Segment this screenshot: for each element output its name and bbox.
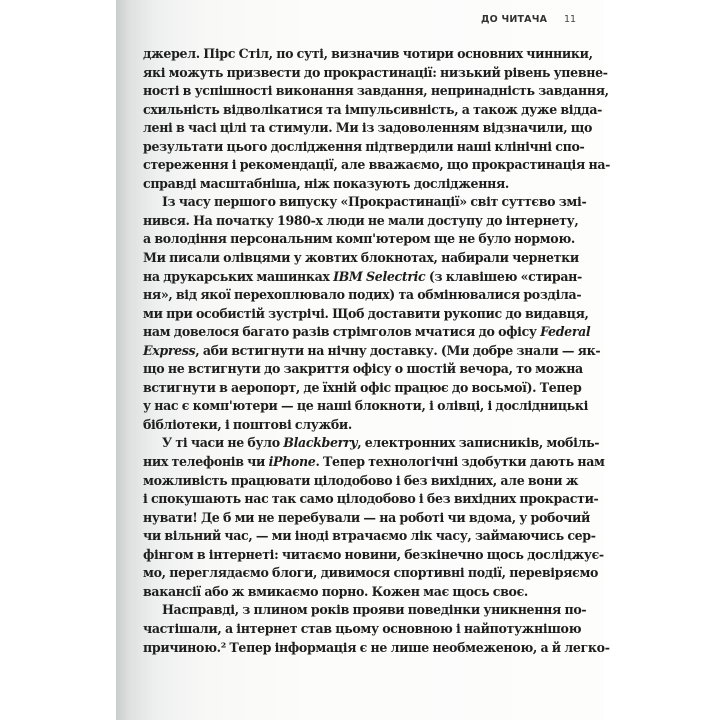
text-line: і спокушають нас так само цілодобово і без вихідних прокрасти- (143, 491, 599, 507)
text-line: фінгом в інтернеті: читаємо новини, безкінечно щось досліджує- (143, 546, 604, 562)
text-line: на друкарських машинках IBM Selectric (з клавішею «стиран- (143, 268, 582, 284)
text-line: У ті часи не було Blackberry, електронних записників, мобіль- (162, 435, 600, 451)
text-line: них телефонів чи iPhone. Тепер технологічні здобутки дають нам (143, 454, 605, 470)
body-text (143, 45, 611, 657)
running-head: ДО ЧИТАЧА (481, 14, 548, 25)
text-line: бібліотеки, і поштові служби. (143, 416, 352, 432)
text-line: причиною.² Тепер інформація є не лише необмеженою, а й легко- (143, 639, 610, 655)
text-line: результати цього дослідження підтвердили наші клінічні спо- (143, 138, 585, 154)
text-line: справді масштабніша, ніж показують дослідження. (143, 175, 509, 191)
text-line: мо, переглядаємо блоги, дивимося спортивні події, перевіряємо (143, 565, 599, 581)
text-line: ності в успішності виконання завдання, непринадність завдання, (143, 83, 609, 99)
text-line: джерел. Пірс Стіл, по суті, визначив чотири основних чинники, (143, 46, 593, 61)
paragraph-4 (143, 601, 610, 657)
text-line: нам довелося багато разів стрімголов мчатися до офісу Federal (143, 324, 591, 340)
text-line: встигнути в аеропорт, де їхній офіс працює до восьмої). Тепер (143, 379, 582, 395)
text-line: у нас є комп'ютери — це наші блокноти, і олівці, і дослідницькі (143, 398, 589, 414)
text-line: ми при особистій зустрічі. Щоб доставити рукопис до видавця, (143, 305, 589, 321)
text-line: які можуть призвести до прокрастинації: низький рівень упевне- (143, 64, 608, 80)
text-line: Насправді, з плином років прояви поведінки уникнення по- (162, 602, 587, 618)
text-line: Ми писали олівцями у жовтих блокнотах, набирали чернетки (143, 250, 579, 266)
text-line: вакансії або ж вмикаємо порно. Кожен має щось своє. (143, 583, 528, 599)
text-line: Express, аби встигнути на нічну доставку. (Ми добре знали — як- (143, 342, 601, 358)
page-number: 11 (564, 14, 577, 25)
text-line: нувати! Де б ми не перебували — на роботі чи вдома, у робочий (143, 509, 591, 525)
book-page (116, 0, 611, 720)
text-line: чи вільний час, — ми іноді втрачаємо лік часу, займаючись сер- (143, 528, 596, 544)
text-line: ня», від якої перехоплювало подих) та обмінювалися розділа- (143, 287, 582, 303)
paragraph-2 (143, 193, 601, 434)
text-line: Із часу першого випуску «Прокрастинації» світ суттєво змі- (162, 194, 587, 210)
text-line: а володіння персональним комп'ютером ще не було нормою. (143, 231, 575, 247)
text-line: схильність відволікатися та імпульсивність, а також дуже відда- (143, 101, 603, 117)
text-line: лені в часі цілі та стимули. Ми із задоволенням відзначили, що (143, 120, 593, 136)
paragraph-1 (143, 45, 611, 193)
paragraph-3 (143, 434, 605, 601)
text-line: нився. На початку 1980-х люди не мали доступу до інтернету, (143, 212, 579, 228)
text-line: стереження і рекомендації, але вважаємо, що прокрастинація на- (143, 157, 611, 173)
text-line: частішали, а інтернет став цьому основною і найпотужнішою (143, 620, 582, 636)
text-line: можливість працювати цілодобово і без вихідних, але вони ж (143, 472, 579, 488)
text-line: що не встигнути до закриття офісу о шостій вечора, то можна (143, 361, 583, 377)
